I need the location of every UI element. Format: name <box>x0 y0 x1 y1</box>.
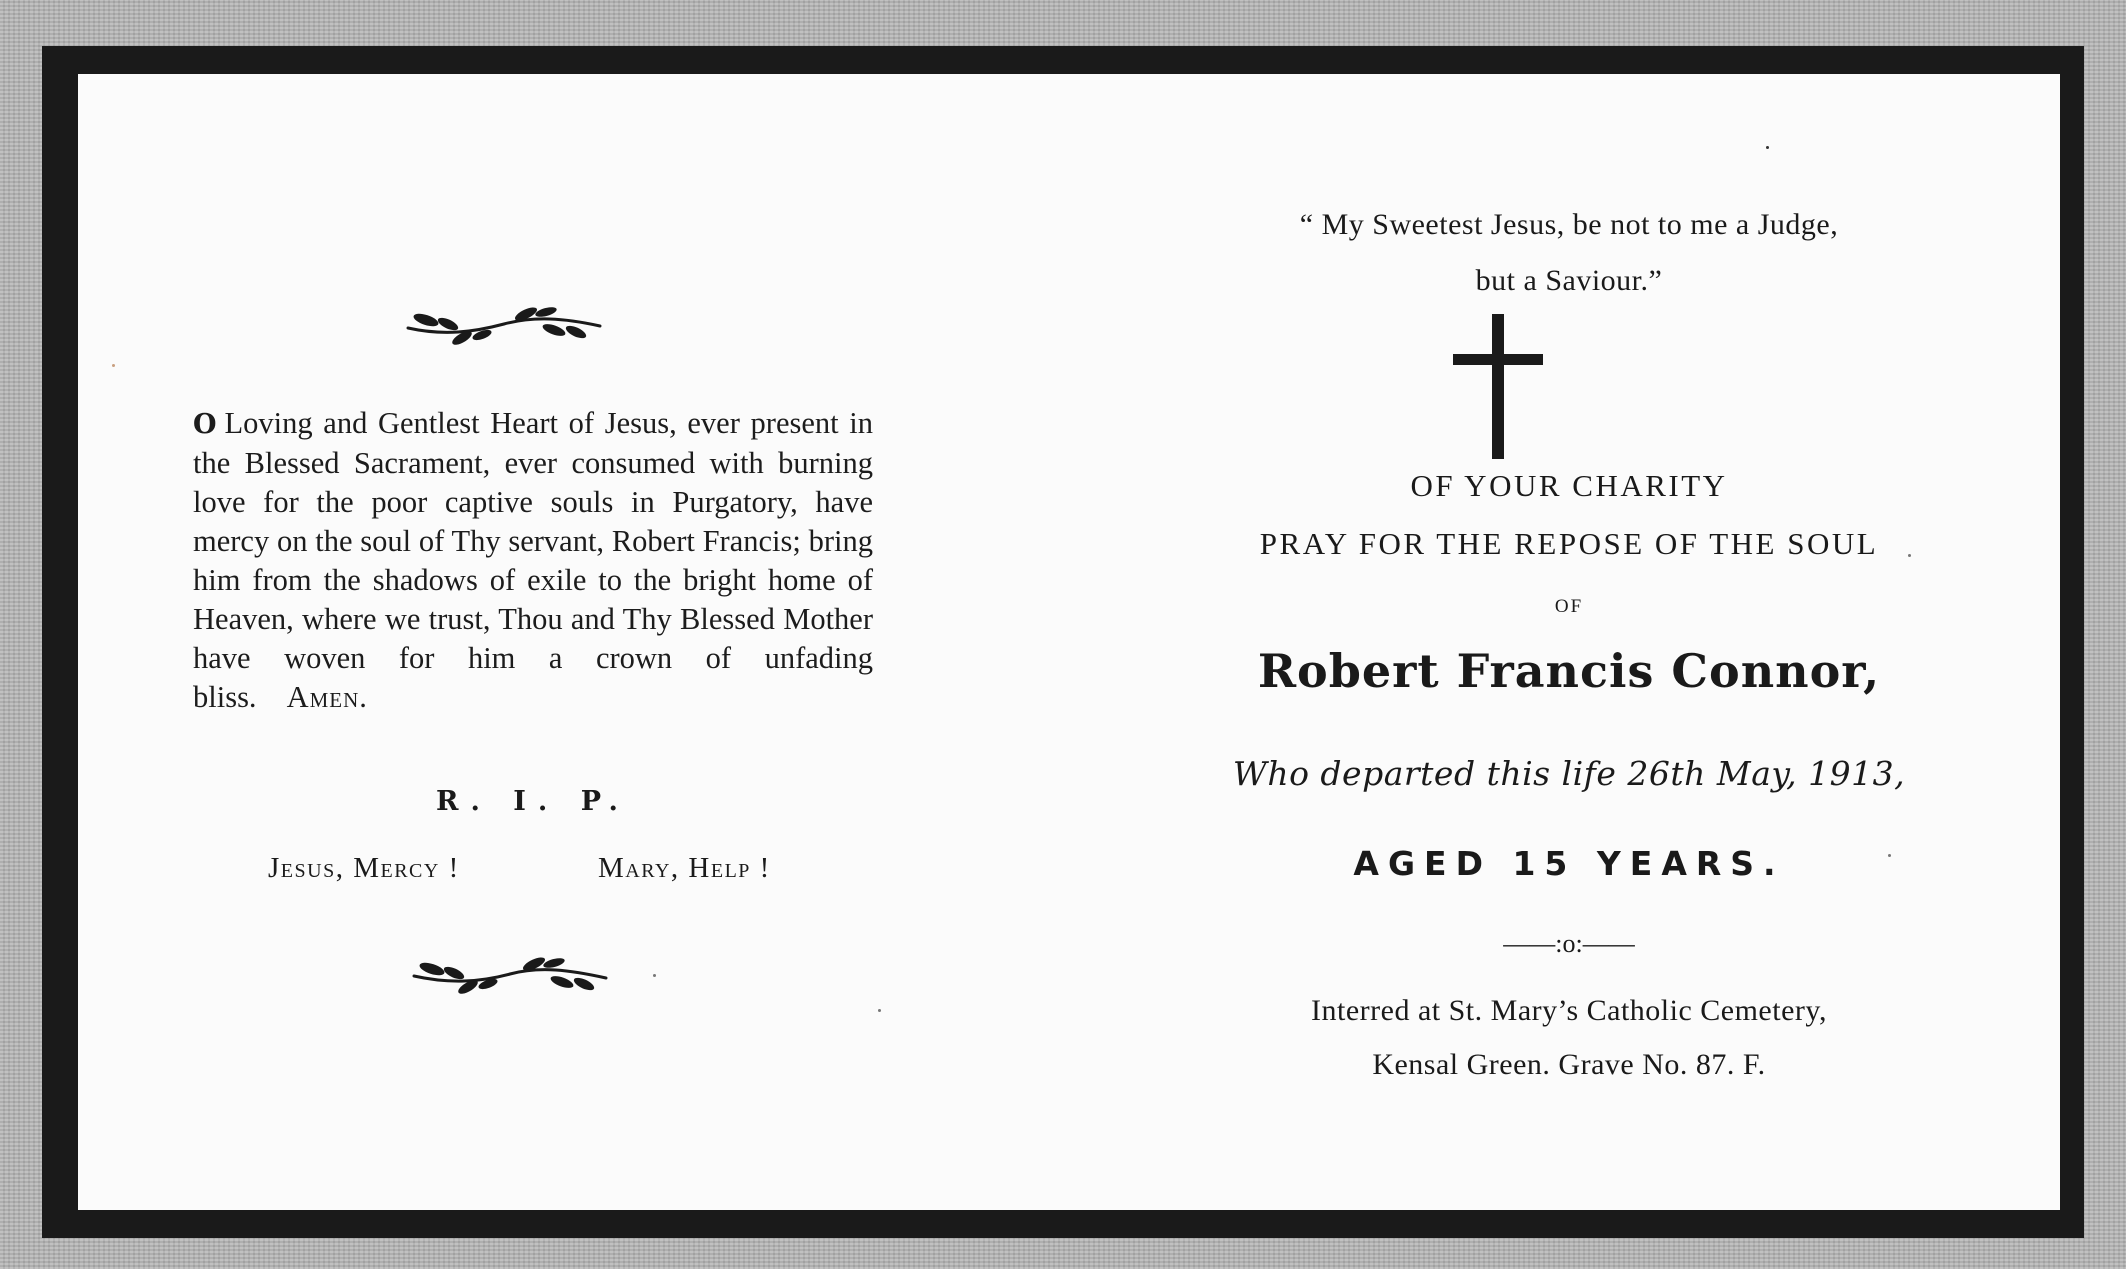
paper-speck <box>878 1009 881 1012</box>
departed-date: Who departed this life 26th May, 1913, <box>1232 754 1906 793</box>
wheat-sprig-ornament-icon <box>404 302 604 348</box>
quote-line-2: but a Saviour.” <box>1475 264 1663 297</box>
left-panel <box>78 74 1078 1210</box>
wheat-sprig-ornament-icon <box>410 952 610 998</box>
quote-line-1: “ My Sweetest Jesus, be not to me a Judge, <box>1299 208 1839 241</box>
rip-text: R. I. P. <box>436 786 630 817</box>
interred-line-1: Interred at St. Mary’s Catholic Cemetery, <box>1311 994 1827 1027</box>
paper-speck <box>653 974 656 977</box>
paper-speck <box>1888 854 1891 857</box>
age-text: AGED 15 YEARS. <box>1353 844 1785 883</box>
invocation-mary: Mary, Help ! <box>598 852 771 884</box>
of-text: OF <box>1554 596 1584 617</box>
paper-speck <box>1766 146 1769 149</box>
charity-line-2: PRAY FOR THE REPOSE OF THE SOUL <box>1259 526 1879 561</box>
paper-speck <box>112 364 115 367</box>
right-panel <box>1078 74 2060 1210</box>
prayer-initial: O <box>193 409 217 440</box>
cross-icon <box>1453 314 1543 459</box>
charity-line-1: OF YOUR CHARITY <box>1410 468 1728 503</box>
prayer-paragraph <box>193 404 873 717</box>
deceased-name: Robert Francis Connor, <box>1257 644 1881 698</box>
divider-ornament: ——:o:—— <box>1503 929 1635 958</box>
prayer-text: Loving and Gentlest Heart of Jesus, ever present in the Blessed Sacrament, ever consumed with burning love for the poor captive souls in Purgatory, have mercy on the soul of Thy servant, Robert Francis; bring him from the shadows of exile to the bright home of Heaven, where we trust, Thou and Thy Blessed Mother have woven for him a crown of unfading bliss. <box>193 406 873 714</box>
memorial-card <box>78 74 2060 1210</box>
invocation-jesus: Jesus, Mercy ! <box>268 852 460 884</box>
interred-line-2: Kensal Green. Grave No. 87. F. <box>1372 1048 1766 1081</box>
paper-speck <box>1908 554 1911 557</box>
amen-text: Amen. <box>286 680 368 714</box>
